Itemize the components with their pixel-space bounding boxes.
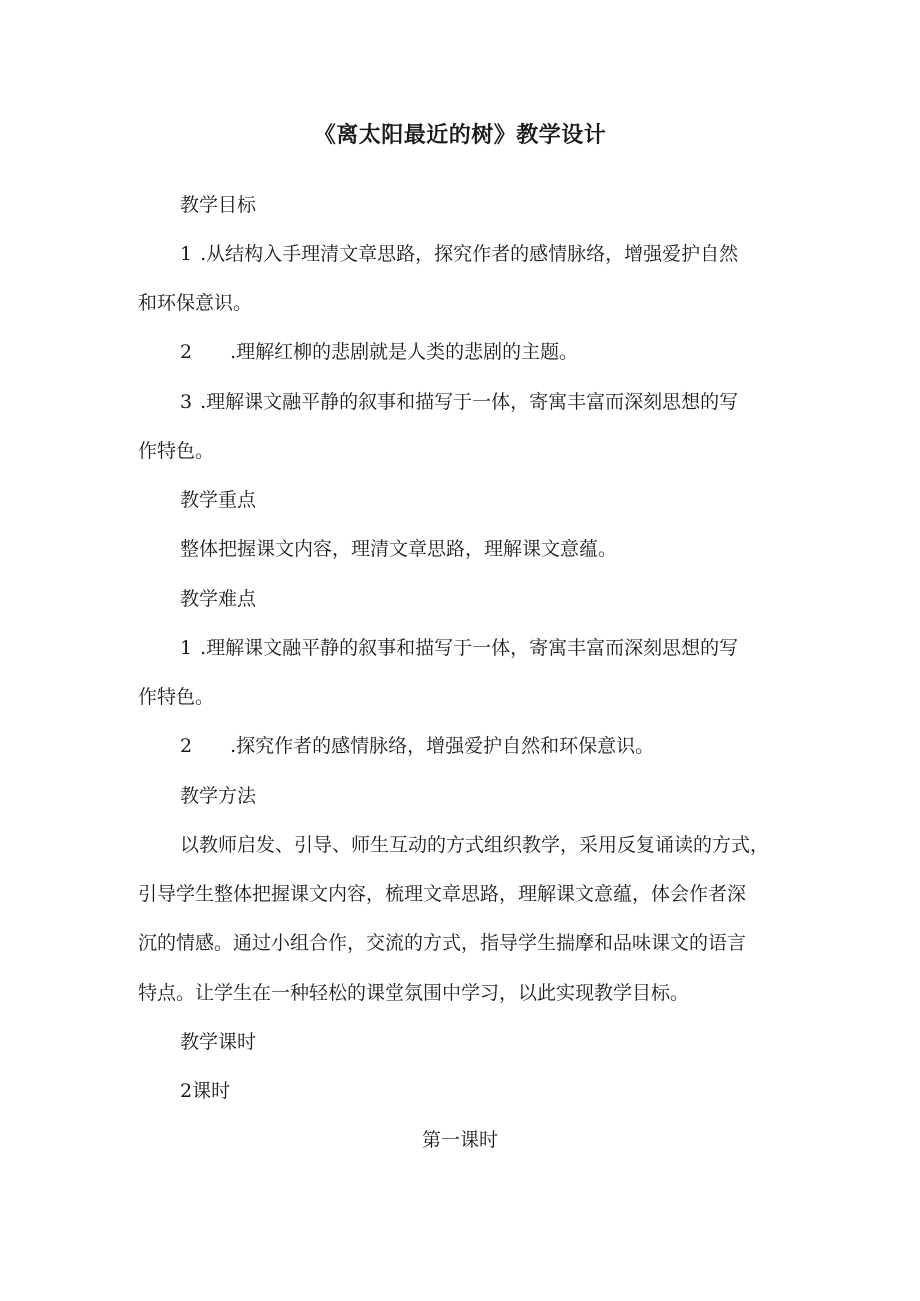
objective-item-1-continuation: 和环保意识。 [138,292,253,314]
first-period-heading: 第一课时 [421,1129,498,1151]
difficulty-item-2 [180,734,654,758]
objectives-heading: 教学目标 [180,194,257,216]
document-title: 《离太阳最近的树》教学设计 [313,123,607,148]
key-points-text: 整体把握课文内容，理清文章思路，理解课文意蕴。 [180,538,618,560]
objective-item-2-number: 2 [180,341,193,363]
periods-heading: 教学课时 [180,1031,257,1053]
difficulty-item-2-text: .探究作者的感情脉络，增强爱护自然和环保意识。 [230,735,655,757]
objective-item-2-text: .理解红柳的悲剧就是人类的悲剧的主题。 [230,341,579,363]
objective-item-3-number: 3 [180,391,193,413]
objective-item-1-number: 1 [180,243,193,265]
difficulty-item-1-text: .理解课文融平静的叙事和描写于一体，寄寓丰富而深刻思想的写 [200,637,739,659]
key-points-heading: 教学重点 [180,489,257,511]
methods-line-1: 以教师启发、引导、师生互动的方式组织教学，采用反复诵读的方式， [180,834,770,856]
objective-item-1 [180,242,738,266]
difficulty-item-1 [180,636,738,660]
objective-item-3-continuation: 作特色。 [138,440,215,462]
objective-item-3-text: .理解课文融平静的叙事和描写于一体，寄寓丰富而深刻思想的写 [200,391,739,413]
methods-line-4: 特点。让学生在一种轻松的课堂氛围中学习，以此实现教学目标。 [138,982,690,1004]
objective-item-2 [180,340,578,364]
methods-line-2: 引导学生整体把握课文内容，梳理文章思路，理解课文意蕴，体会作者深 [138,883,747,905]
difficulties-heading: 教学难点 [180,588,257,610]
methods-heading: 教学方法 [180,785,257,807]
objective-item-3 [180,390,738,414]
difficulty-item-2-number: 2 [180,735,193,757]
difficulty-item-1-number: 1 [180,637,193,659]
difficulty-item-1-continuation: 作特色。 [138,686,215,708]
methods-line-3: 沉的情感。通过小组合作，交流的方式，指导学生揣摩和品味课文的语言 [138,932,747,954]
periods-value: 2课时 [180,1080,231,1102]
objective-item-1-text: .从结构入手理清文章思路，探究作者的感情脉络，增强爱护自然 [200,243,739,265]
